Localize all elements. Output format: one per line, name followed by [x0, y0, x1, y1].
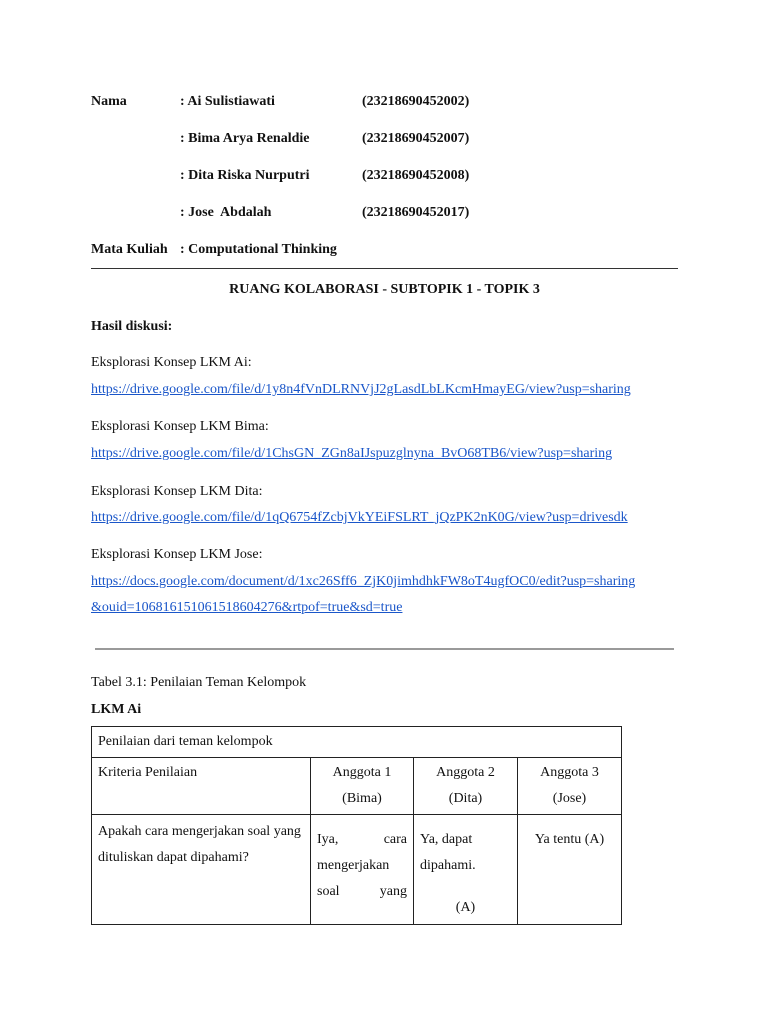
criteria-header: Kriteria Penilaian: [92, 758, 311, 815]
section-divider: [95, 648, 674, 650]
header-divider: [91, 268, 678, 269]
member-nim-2: (23218690452007): [362, 131, 470, 146]
label-nama: Nama: [91, 94, 127, 109]
exploration-label-jose: Eksplorasi Konsep LKM Jose:: [91, 547, 263, 562]
member-3-response: Ya tentu (A): [518, 815, 622, 925]
member-name-4: : Jose Abdalah: [180, 205, 272, 220]
exploration-link-jose[interactable]: https://docs.google.com/document/d/1xc26Sff6_ZjK0jimhdhkFW8oT4ugfOC0/edit?usp=sharing: [91, 574, 636, 589]
member-nim-1: (23218690452002): [362, 94, 470, 109]
member-nim-4: (23218690452017): [362, 205, 470, 220]
table-subtitle: LKM Ai: [91, 702, 142, 717]
exploration-link-dita[interactable]: https://drive.google.com/file/d/1qQ6754fZcbjVkYEiFSLRT_jQzPK2nK0G/view?usp=drivesdk: [91, 510, 628, 525]
value-mata-kuliah: : Computational Thinking: [180, 242, 337, 257]
exploration-link-bima[interactable]: https://drive.google.com/file/d/1ChsGN_ZGn8aIJspuzglnyna_BvO68TB6/view?usp=sharing: [91, 446, 613, 461]
exploration-label-bima: Eksplorasi Konsep LKM Bima:: [91, 419, 269, 434]
member-header-2: Anggota 2 (Dita): [414, 758, 518, 815]
hasil-diskusi-label: Hasil diskusi:: [91, 319, 173, 334]
member-header-3: Anggota 3 (Jose): [518, 758, 622, 815]
table-header-cell: Penilaian dari teman kelompok: [92, 727, 622, 758]
table-caption: Tabel 3.1: Penilaian Teman Kelompok: [91, 675, 307, 690]
evaluation-table: [91, 726, 622, 925]
exploration-link-jose-cont[interactable]: &ouid=106816151061518604276&rtpof=true&sd=true: [91, 600, 403, 615]
member-name-2: : Bima Arya Renaldie: [180, 131, 310, 146]
member-1-response: Iya, cara mengerjakan soal yang: [311, 815, 414, 925]
criteria-cell: Apakah cara mengerjakan soal yang dituliskan dapat dipahami?: [92, 815, 311, 925]
exploration-label-dita: Eksplorasi Konsep LKM Dita:: [91, 484, 263, 499]
member-name-1: : Ai Sulistiawati: [180, 94, 275, 109]
label-mata-kuliah: Mata Kuliah: [91, 242, 168, 257]
member-nim-3: (23218690452008): [362, 168, 470, 183]
exploration-label-ai: Eksplorasi Konsep LKM Ai:: [91, 355, 252, 370]
page-title: RUANG KOLABORASI - SUBTOPIK 1 - TOPIK 3: [229, 282, 540, 297]
member-name-3: : Dita Riska Nurputri: [180, 168, 310, 183]
exploration-link-ai[interactable]: https://drive.google.com/file/d/1y8n4fVnDLRNVjJ2gLasdLbLKcmHmayEG/view?usp=sharing: [91, 382, 631, 397]
member-header-1: Anggota 1 (Bima): [311, 758, 414, 815]
member-2-response: Ya, dapat dipahami. (A): [414, 815, 518, 925]
